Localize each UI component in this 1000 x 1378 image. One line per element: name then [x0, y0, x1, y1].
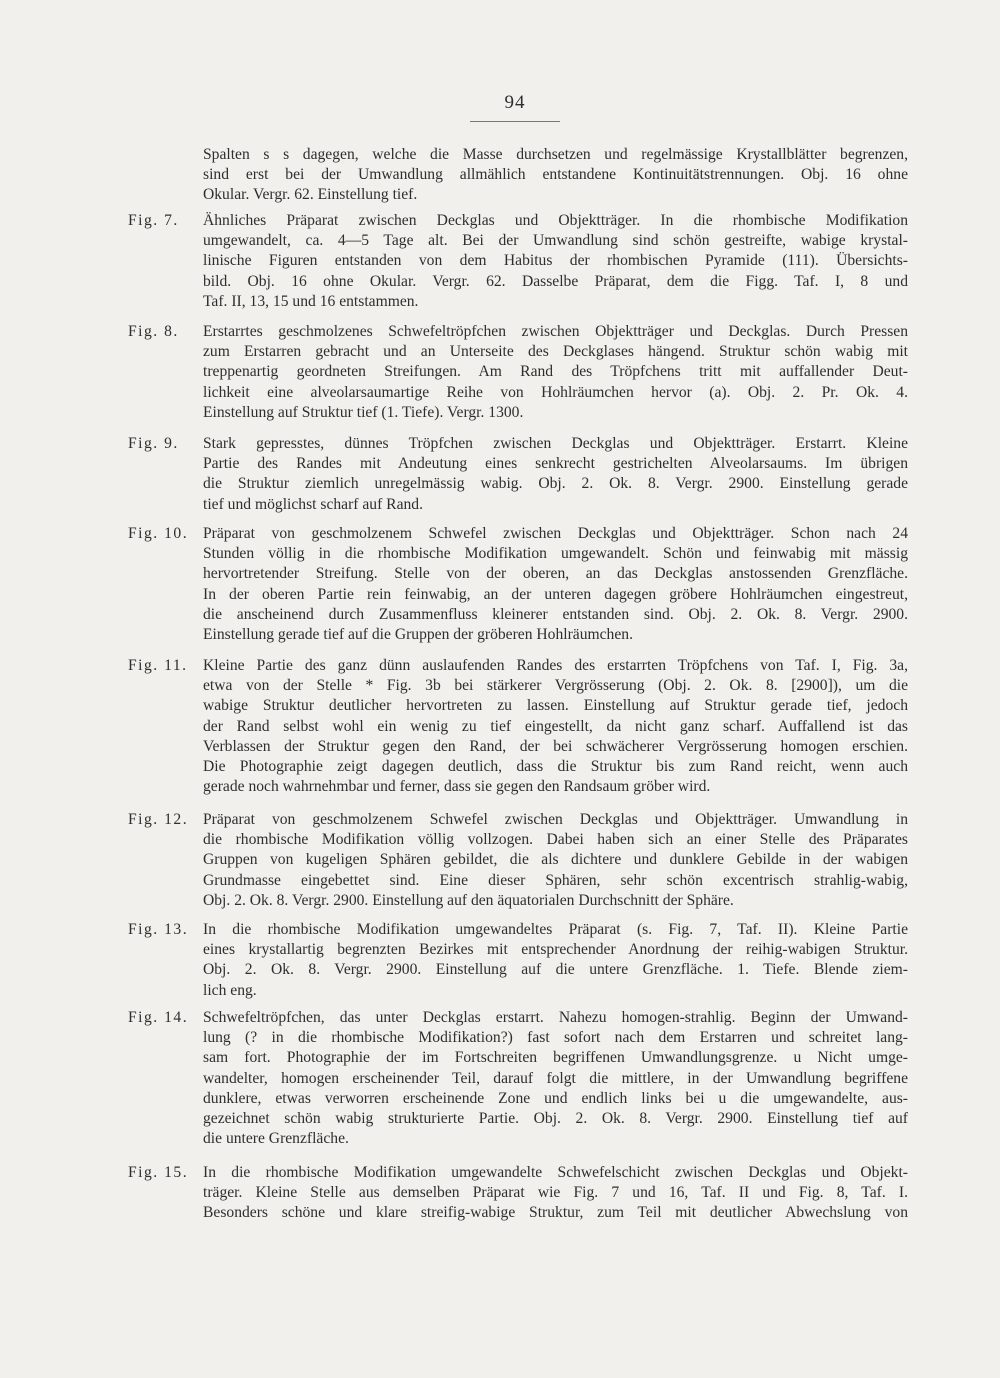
figure-label: Fig. 11. [128, 657, 188, 674]
figure-label: Fig. 12. [128, 811, 189, 828]
text-line: Obj. 2. Ok. 8. Vergr. 2900. Einstellung auf die untere Grenzfläche. 1. Tiefe. Blende ziem- [203, 961, 908, 979]
text-line: linische Figuren entstanden von dem Habitus der rhombischen Pyramide (111). Übersichts- [203, 252, 908, 270]
figure-label: Fig. 7. [128, 212, 179, 229]
text-line: zum Erstarren gebracht und an Unterseite des Deckglases hängend. Struktur schön wabig mit [203, 343, 908, 361]
text-line: Kleine Partie des ganz dünn auslaufenden Randes des erstarrten Tröpfchens von Taf. I, Fig. 3a, [203, 657, 908, 674]
text-line: bild. Obj. 16 ohne Okular. Vergr. 62. Dasselbe Präparat, dem die Figg. Taf. I, 8 und [203, 272, 908, 290]
text-line: sam fort. Photographie der im Fortschreiten begriffenen Umwandlungsgrenze. u Nicht umge- [203, 1049, 908, 1067]
text-line: Ähnliches Präparat zwischen Deckglas und Objektträger. In die rhombische Modifikation [203, 212, 908, 229]
figure-label: Fig. 8. [128, 323, 179, 340]
text-line: Stunden völlig in die rhombische Modifikation umgewandelt. Schön und feinwabig mit mässig [203, 545, 908, 563]
text-line: Okular. Vergr. 62. Einstellung tief. [203, 186, 418, 204]
text-line: In der oberen Partie rein feinwabig, an der unteren dagegen gröbere Hohlräumchen eingestreut, [203, 585, 908, 603]
text-line: Grundmasse eingebettet sind. Eine dieser Sphären, sehr schön excentrisch strahlig-wabig, [203, 871, 908, 889]
text-line: hervortretender Streifung. Stelle von der oberen, an das Deckglas anstossenden Grenzfläche. [203, 565, 908, 583]
page-number: 94 [504, 92, 526, 113]
text-line: sind erst bei der Umwandlung allmählich entstandene Kontinuitätstrennungen. Obj. 16 ohne [203, 166, 908, 184]
figure-entry-8 [128, 322, 908, 423]
figure-entry-7 [128, 211, 908, 312]
figure-entry-continued [128, 145, 908, 206]
page-number-rule [470, 121, 560, 122]
text-line: etwa von der Stelle * Fig. 3b bei stärkerer Vergrösserung (Obj. 2. Ok. 8. [2900]), um die [203, 677, 908, 695]
text-line: Verblassen der Struktur gegen den Rand, der bei schwächerer Vergrösserung homogen erschien. [203, 737, 908, 755]
text-line: treppenartig geordneten Streifungen. Am Rand des Tröpfchens tritt mit auffallender Deut- [203, 363, 908, 381]
text-line: Partie des Randes mit Andeutung eines senkrecht gestrichelten Alveolarsaums. Im übrigen [203, 455, 908, 473]
text-line: träger. Kleine Stelle aus demselben Präparat wie Fig. 7 und 16, Taf. II und Fig. 8, Taf. I. [203, 1184, 908, 1202]
text-line: Einstellung gerade tief auf die Gruppen der gröberen Hohlräumchen. [203, 625, 633, 643]
text-line: Präparat von geschmolzenem Schwefel zwischen Deckglas und Objektträger. Umwandlung in [203, 811, 908, 828]
text-line: In die rhombische Modifikation umgewandelte Schwefelschicht zwischen Deckglas und Objekt- [203, 1164, 908, 1181]
text-line: die rhombische Modifikation völlig vollzogen. Dabei haben sich an einer Stelle des Präparates [203, 831, 908, 849]
figure-label: Fig. 15. [128, 1164, 189, 1181]
text-line: lung (? in die rhombische Modifikation?) fast sofort nach dem Erstarren und schreitet lang- [203, 1029, 908, 1047]
text-line: Besonders schöne und klare streifig-wabige Struktur, zum Teil mit deutlicher Abwechslung von [203, 1204, 908, 1222]
figure-label: Fig. 13. [128, 921, 189, 938]
text-line: In die rhombische Modifikation umgewandeltes Präparat (s. Fig. 7, Taf. II). Kleine Partie [203, 921, 908, 938]
text-line: Gruppen von kugeligen Sphären gebildet, die als dichtere und dunklere Gebilde in der wabigen [203, 851, 908, 869]
text-line: dunklere, etwas verworren erscheinende Zone und endlich links bei u die umgewandelte, aus- [203, 1089, 908, 1107]
figure-entry-11 [128, 656, 908, 797]
text-line: der Rand selbst wohl ein wenig zu tief eingestellt, da nicht ganz scharf. Auffallend ist das [203, 717, 908, 735]
figure-label: Fig. 10. [128, 525, 189, 542]
text-line: Erstarrtes geschmolzenes Schwefeltröpfchen zwischen Objektträger und Deckglas. Durch Pressen [203, 323, 908, 340]
figure-entry-15 [128, 1163, 908, 1224]
text-line: umgewandelt, ca. 4—5 Tage alt. Bei der Umwandlung sind schön gestreifte, wabige krystal- [203, 232, 908, 250]
text-line: lichkeit eine alveolarsaumartige Reihe von Hohlräumchen hervor (a). Obj. 2. Pr. Ok. 4. [203, 383, 908, 401]
text-line: wabige Struktur deutlicher hervortreten zu lassen. Einstellung auf Struktur gerade tief, jedoch [203, 697, 908, 715]
text-line: Stark gepresstes, dünnes Tröpfchen zwischen Deckglas und Objektträger. Erstarrt. Kleine [203, 435, 908, 452]
text-line: gezeichnet schön wabig strukturierte Partie. Obj. 2. Ok. 8. Vergr. 2900. Einstellung tief auf [203, 1109, 908, 1127]
text-line: gerade noch wahrnehmbar und ferner, dass sie gegen den Randsaum gröber wird. [203, 778, 711, 796]
text-line: die anscheinend durch Zusammenfluss kleinerer entstanden sind. Obj. 2. Ok. 8. Vergr. 2900. [203, 605, 908, 623]
figure-entry-10 [128, 524, 908, 645]
figure-entry-14 [128, 1008, 908, 1149]
text-line: Schwefeltröpfchen, das unter Deckglas erstarrt. Nahezu homogen-strahlig. Beginn der Umwand- [203, 1009, 908, 1026]
text-line: die untere Grenzfläche. [203, 1130, 349, 1148]
text-line: Einstellung auf Struktur tief (1. Tiefe). Vergr. 1300. [203, 403, 524, 421]
text-line: tief und möglichst scharf auf Rand. [203, 495, 423, 513]
text-line: eines krystallartig begrenzten Bezirkes mit entsprechender Anordnung der reihig-wabigen Struktur. [203, 941, 908, 959]
figure-entry-13 [128, 920, 908, 1001]
text-line: wandelter, homogen erscheinender Teil, darauf folgt die mittlere, in der Umwandlung begriffene [203, 1069, 908, 1087]
text-line: Die Photographie zeigt dagegen deutlich, dass die Struktur bis zum Rand reicht, wenn auch [203, 757, 908, 775]
text-line: Taf. II, 13, 15 und 16 entstammen. [203, 292, 419, 310]
text-line: Spalten s s dagegen, welche die Masse durchsetzen und regelmässige Krystallblätter begrenzen, [203, 146, 908, 163]
figure-entry-12 [128, 810, 908, 911]
text-line: lich eng. [203, 981, 257, 999]
figure-entry-9 [128, 434, 908, 515]
text-line: die Struktur ziemlich unregelmässig wabig. Obj. 2. Ok. 8. Vergr. 2900. Einstellung gerade [203, 475, 908, 493]
text-line: Obj. 2. Ok. 8. Vergr. 2900. Einstellung auf den äquatorialen Durchschnitt der Sphäre. [203, 891, 734, 909]
figure-label: Fig. 14. [128, 1009, 189, 1026]
figure-label: Fig. 9. [128, 435, 179, 452]
text-line: Präparat von geschmolzenem Schwefel zwischen Deckglas und Objektträger. Schon nach 24 [203, 525, 908, 542]
